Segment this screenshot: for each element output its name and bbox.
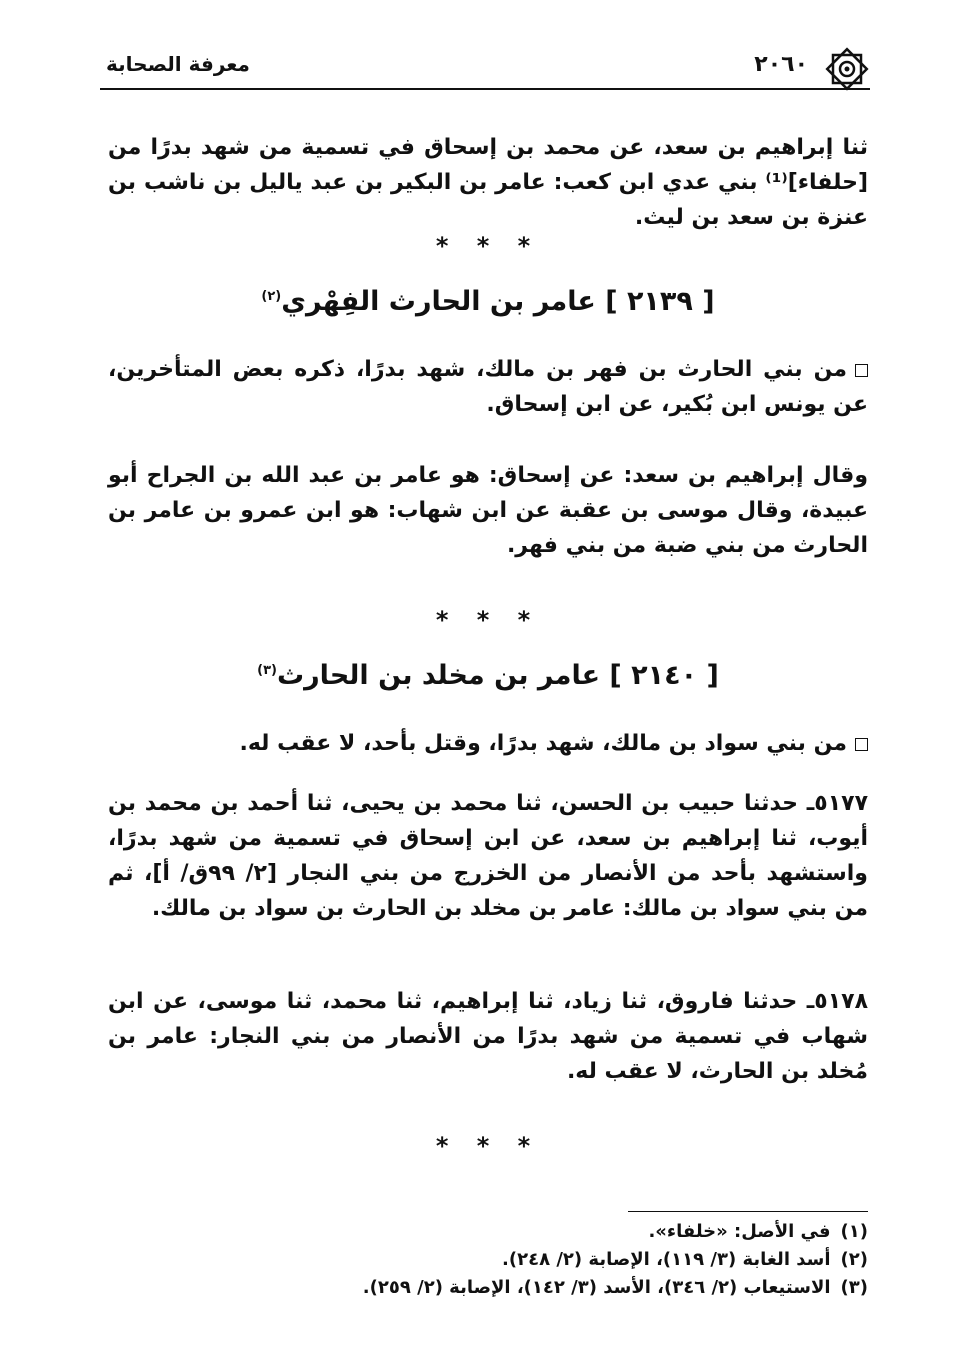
paragraph-text: وقال إبراهيم بن سعد: عن إسحاق: هو عامر بن عبد الله بن الجراح أبو عبيدة، وقال موسى بن عقبة عن ابن شهاب: هو ابن عمرو بن عامر بن الحارث من بني ضبة من بني فهر. bbox=[108, 463, 868, 558]
octagram-ornament-icon bbox=[824, 46, 870, 92]
paragraph-text: ثنا إبراهيم بن سعد، عن محمد بن إسحاق في تسمية من شهد بدرًا من [حلفاء]⁽¹⁾ بني عدي ابن كعب: عامر بن البكير بن عبد ياليل بن ناشب بن عنزة بن سعد بن ليث. bbox=[108, 135, 868, 230]
footnote-ref: (٢) bbox=[261, 289, 282, 304]
entry-heading-2140 bbox=[108, 660, 868, 691]
page-header bbox=[100, 46, 870, 94]
book-title: معرفة الصحابة bbox=[106, 52, 250, 76]
footnote-text: في الأصل: «خلفاء». bbox=[648, 1221, 831, 1242]
footnote-text: أسد الغابة (٣/ ١١٩)، الإصابة (٢/ ٢٤٨). bbox=[502, 1249, 831, 1270]
section-separator: * * * bbox=[435, 606, 541, 634]
entry-2139-note bbox=[108, 458, 868, 563]
section-separator: * * * bbox=[435, 1132, 541, 1160]
entry-heading-2139 bbox=[108, 286, 868, 317]
header-divider bbox=[100, 88, 870, 90]
paragraph-body: من بني سواد بن مالك، شهد بدرًا، وقتل بأحد، لا عقب له. bbox=[239, 731, 847, 756]
footnotes bbox=[108, 1218, 868, 1302]
paragraph-text bbox=[108, 726, 868, 761]
paragraph-hulafa bbox=[108, 130, 868, 235]
footnote-3 bbox=[108, 1274, 868, 1302]
footnote-2 bbox=[108, 1246, 868, 1274]
entry-2139-intro bbox=[108, 352, 868, 422]
paragraph-body: من بني الحارث بن فهر بن مالك، شهد بدرًا، ذكره بعض المتأخرين، عن يونس ابن بُكير، عن ابن إسحاق. bbox=[108, 357, 868, 417]
hadith-5177 bbox=[108, 786, 868, 926]
entry-title: [ ٢١٤٠ ] عامر بن مخلد بن الحارث bbox=[277, 660, 719, 691]
entry-2140-intro bbox=[108, 726, 868, 761]
box-marker-icon bbox=[855, 738, 868, 751]
footnote-1 bbox=[108, 1218, 868, 1246]
paragraph-text: ٥١٧٨ـ حدثنا فاروق، ثنا زياد، ثنا إبراهيم، ثنا محمد، ثنا موسى، عن ابن شهاب في تسمية من شهد بدرًا من الأنصار من بني النجار: عامر بن مُخلد بن الحارث، لا عقب له. bbox=[108, 989, 868, 1084]
paragraph-text: ٥١٧٧ـ حدثنا حبيب بن الحسن، ثنا محمد بن يحيى، ثنا أحمد بن محمد بن أيوب، ثنا إبراهيم بن سعد، عن ابن إسحاق في تسمية من شهد بدرًا، واستشهد بأحد من الأنصار من الخزرج من بني النجار [٢/ ٩٩ق/ أ]، ثم من بني سواد بن مالك: عامر بن مخلد بن الحارث بن سواد بن مالك. bbox=[108, 791, 868, 921]
paragraph-text bbox=[108, 352, 868, 422]
section-separator: * * * bbox=[435, 232, 541, 260]
box-marker-icon bbox=[855, 364, 868, 377]
footnote-number: (٣) bbox=[840, 1277, 868, 1298]
page-number: ٢٠٦٠ bbox=[754, 52, 808, 77]
footnote-divider bbox=[628, 1211, 868, 1212]
entry-title: [ ٢١٣٩ ] عامر بن الحارث الفِهْري bbox=[281, 286, 715, 317]
hadith-5178 bbox=[108, 984, 868, 1089]
footnote-ref: (٣) bbox=[257, 663, 277, 678]
footnote-number: (٢) bbox=[840, 1249, 868, 1270]
footnote-number: (١) bbox=[840, 1221, 868, 1242]
footnote-text: الاستيعاب (٢/ ٣٤٦)، الأسد (٣/ ١٤٢)، الإصابة (٢/ ٢٥٩). bbox=[362, 1277, 831, 1298]
